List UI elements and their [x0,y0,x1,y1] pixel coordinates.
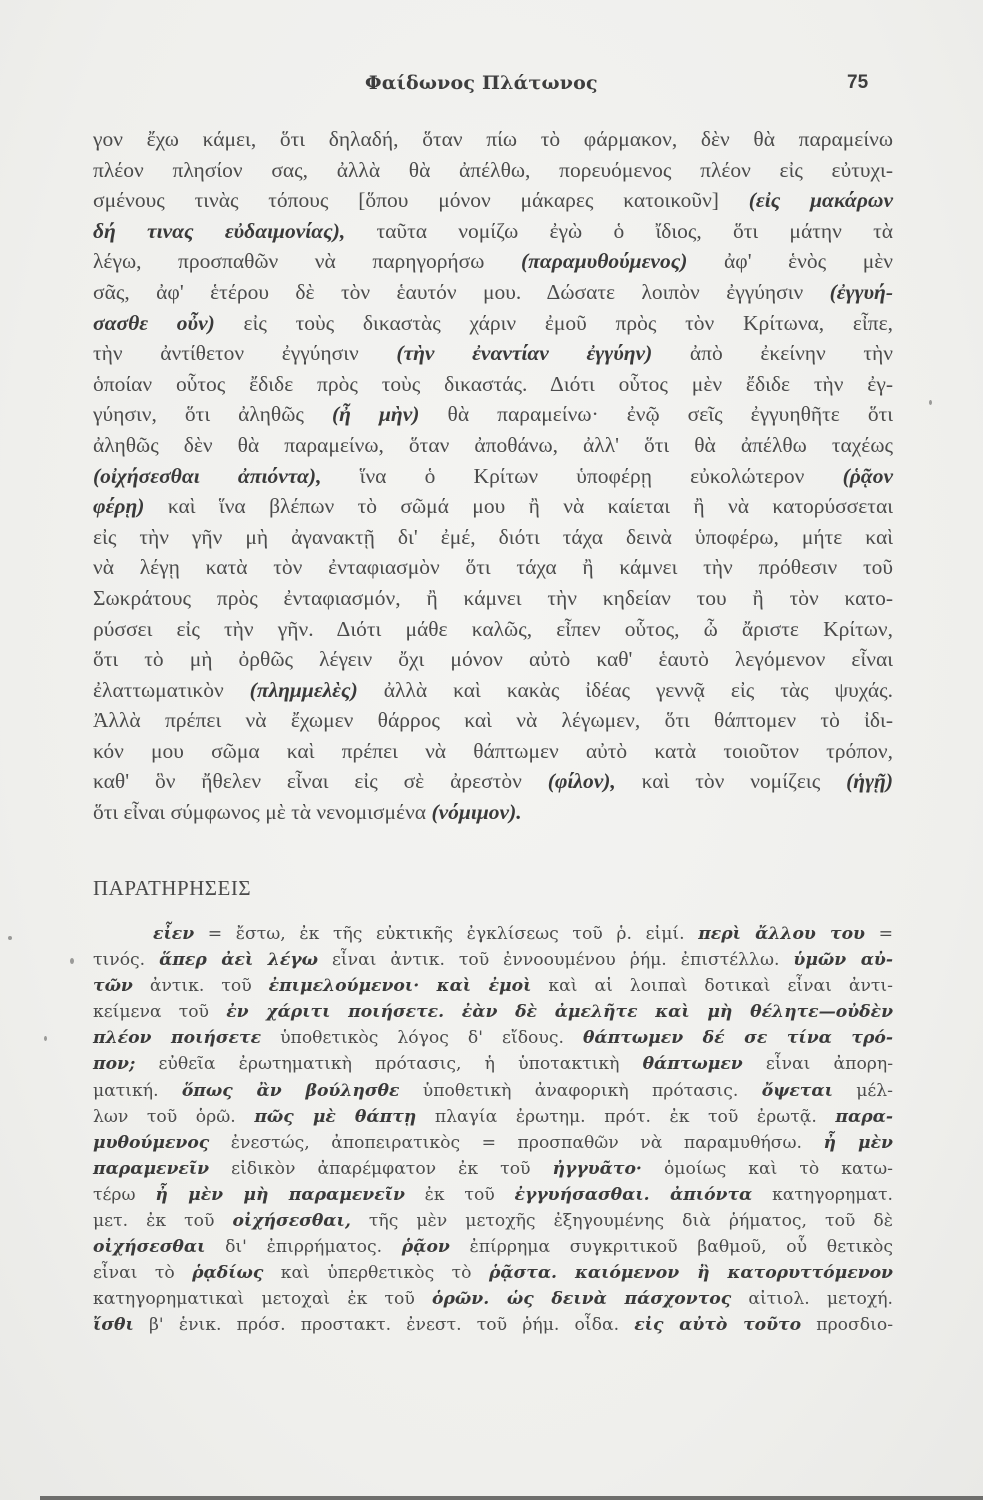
text-line [93,1234,893,1260]
gloss-phrase: εἶεν [153,924,195,944]
gloss-phrase: (οἰχήσεσθαι ἀπιόντα), [93,463,322,488]
text-line [93,705,893,736]
gloss-phrase: δή τινας εὐδαιμονίας), [93,218,346,243]
gloss-phrase: ῥᾷστα. καιόμενον ἢ κατορυττόμενον [488,1263,893,1284]
text-run: τῆς μὲν μετοχῆς ἐξηγουμένης διὰ ῥήματος, τοῦ δὲ [350,1211,893,1232]
text-line [93,583,893,614]
gloss-phrase: ἦ μὲν μὴ παραμενεῖν [155,1184,405,1205]
text-run: κατηγορηματικαὶ μετοχαὶ ἐκ τοῦ [93,1289,433,1310]
text-run: πλαγία ἐρωτημ. πρότ. ἐκ τοῦ ἐρωτᾷ. [416,1106,836,1127]
text-line [93,277,893,308]
text-run: γύησιν, ὅτι ἀληθῶς [93,402,332,427]
gloss-phrase: ὅπως ἂν βούλησθε [181,1080,400,1101]
gloss-phrase: πλέον ποιήσετε [93,1028,262,1049]
text-line [93,1260,893,1286]
margin-speck [8,936,12,940]
text-run: ἐνεστώς, ἀποπειρατικὸς = προσπαθῶν νὰ παραμυθήσω. [209,1132,824,1153]
text-line [93,644,893,675]
text-line [93,552,893,583]
gloss-phrase: ἅπερ ἀεὶ λέγω [159,950,319,971]
text-run: καὶ αἱ λοιπαὶ δοτικαὶ εἶναι ἀντι- [531,976,893,997]
text-run: κατηγορηματ. [752,1184,893,1205]
text-line [93,921,893,947]
text-run: εἶναι τὸ [93,1263,193,1284]
text-run: ἵνα ὁ Κρίτων ὑποφέρῃ εὐκολώτερον [321,463,843,488]
gloss-phrase: (ἦ μὴν) [331,402,420,427]
text-line [93,766,893,797]
text-run: ἀλλὰ καὶ κακὰς ἰδέας γεννᾷ εἰς τὰς ψυχάς. [357,677,893,702]
gloss-phrase: τῶν [93,976,133,997]
text-run: τὴν ἀντίθετον ἐγγύησιν [93,341,397,366]
gloss-phrase: (ῥᾷον [842,463,893,488]
text-run: θὰ παραμείνω· ἐνῷ σεῖς ἐγγυηθῆτε ὅτι [419,402,894,427]
margin-speck [70,958,74,964]
text-line [93,999,893,1025]
notes-body [93,921,893,1339]
text-run: ὁμοίως καὶ τὸ κατω- [641,1158,893,1179]
gloss-phrase: εἰς αὐτὸ τοῦτο [634,1315,802,1336]
gloss-phrase: ἠγγυᾶτο· [552,1158,642,1179]
gloss-phrase: ἦ μὲν [823,1132,893,1153]
text-run: προσδιο- [801,1315,893,1336]
text-run: καθ' ὃν ἤθελεν εἶναι εἰς σὲ ἀρεστὸν [93,769,548,794]
text-line [93,1130,893,1156]
text-line [93,1182,893,1208]
text-run: νὰ λέγῃ κατὰ τὸν ἐνταφιασμὸν ὅτι τάχα ἢ κάμνει τὴν πρόθεσιν τοῦ [93,555,893,580]
text-run: σμένους τινὰς τόπους [ὅπου μόνον μάκαρες κατοικοῦν] [93,188,749,213]
text-line [93,461,893,492]
text-line [93,430,893,461]
gloss-phrase: ῥᾳδίως [192,1263,264,1284]
gloss-phrase: (ἐγγυή- [829,279,893,304]
text-run: τινός. [93,950,160,971]
gloss-phrase: ῥᾷον [401,1237,450,1258]
text-run: ἐκ τοῦ [404,1184,515,1205]
gloss-phrase: (ἡγῇ) [846,769,893,794]
text-run: λων τοῦ ὁρῶ. [93,1106,255,1127]
text-run: = ἔστω, ἐκ τῆς εὐκτικῆς ἐγκλίσεως τοῦ ῥ. εἰμί. [194,924,699,944]
text-run: κείμενα τοῦ [93,1002,227,1023]
running-title: Φαίδωνος Πλάτωνος [365,72,598,94]
text-line [93,216,893,247]
text-line [93,155,893,186]
text-run: ἀντικ. τοῦ [132,976,269,997]
text-run: ἐπίρρημα συγκριτικοῦ βαθμοῦ, οὗ θετικὸς [449,1237,893,1258]
gloss-phrase: ἐν χάριτι ποιήσετε. ἐὰν δὲ ἀμελῆτε καὶ μὴ θέλητε—οὐδὲν [226,1002,893,1023]
text-line [93,185,893,216]
gloss-phrase: οἰχήσεσθαι, [232,1211,351,1232]
running-head [0,72,983,102]
text-run: ταῦτα νομίζω ἐγὼ ὁ ἴδιος, ὅτι μάτην τὰ [345,218,893,243]
text-run: εἰδικὸν ἀπαρέμφατον ἐκ τοῦ [209,1158,553,1179]
text-line [93,736,893,767]
text-run: αἰτιολ. μετοχή. [731,1289,893,1310]
text-line [93,1156,893,1182]
text-run: ἀφ' ἑνὸς μὲν [687,249,893,274]
text-run: καὶ τὸν νομίζεις [615,769,847,794]
gloss-phrase: (νόμιμον). [431,800,522,825]
text-run: ὑποθετικὸς λόγος δ' εἴδους. [261,1028,583,1049]
text-run: = [864,924,893,944]
margin-speck [929,400,932,405]
text-line [93,1104,893,1130]
gloss-phrase: πον; [93,1054,136,1075]
margin-speck [44,1036,47,1041]
text-run: εἰς τοὺς δικαστὰς χάριν ἐμοῦ πρὸς τὸν Κρίτωνα, εἶπε, [214,310,893,335]
text-run: λέγω, προσπαθῶν νὰ παρηγορήσω [93,249,521,274]
text-run: καὶ ἵνα βλέπων τὸ σῶμά μου ἢ νὰ καίεται ἢ νὰ κατορύσσεται [144,494,893,519]
gloss-phrase: (πλημμελὲς) [249,677,358,702]
text-run: καὶ ὑπερθετικὸς τὸ [263,1263,489,1284]
text-line [93,614,893,645]
text-line [93,947,893,973]
text-line [93,1078,893,1104]
text-run: ματική. [93,1080,182,1101]
main-text-body [93,124,893,828]
text-run: γον ἔχω κάμει, ὅτι δηλαδή, ὅταν πίω τὸ φάρμακον, δὲν θὰ παραμείνω [93,127,893,151]
gloss-phrase: ὑμῶν αὐ- [793,950,893,971]
text-run: β' ἑνικ. πρόσ. προστακτ. ἐνεστ. τοῦ ῥήμ. οἶδα. [133,1315,635,1336]
text-run: εἰς τὴν γῆν μὴ ἀγανακτῇ δι' ἐμέ, διότι τάχα δεινὰ ὑποφέρω, μήτε καὶ [93,524,893,549]
gloss-phrase: παραμενεῖν [93,1158,210,1179]
text-line [93,973,893,999]
text-line [93,491,893,522]
gloss-phrase: (εἰς μακάρων [748,188,893,213]
text-line [93,308,893,339]
gloss-phrase: ὁρῶν. ὡς δεινὰ πάσχοντος [432,1289,732,1310]
gloss-phrase: περὶ ἄλλου του [698,924,865,944]
gloss-phrase: ἐγγυήσασθαι. ἀπιόντα [514,1184,753,1205]
gloss-phrase: ὄψεται [761,1080,833,1101]
text-run: ἀπὸ ἐκείνην τὴν [652,341,893,366]
text-line [93,338,893,369]
text-run: κόν μου σῶμα καὶ πρέπει νὰ θάπτωμεν αὐτὸ κατὰ τοιοῦτον τρόπον, [93,738,893,763]
gloss-phrase: πῶς μὲ θάπτῃ [254,1106,417,1127]
gloss-phrase: (τὴν ἐναντίαν ἐγγύην) [396,341,653,366]
gloss-phrase: θάπτωμεν δέ σε τίνα τρό- [582,1028,894,1049]
text-run: δι' ἐπιρρήματος. [205,1237,402,1258]
gloss-phrase: ἴσθι [93,1315,134,1336]
text-run: ὑποθετικὴ ἀναφορικὴ πρότασις. [399,1080,762,1101]
notes-heading: ΠΑΡΑΤΗΡΗΣΕΙΣ [93,876,252,900]
text-line [93,1051,893,1077]
text-run: ὅτι τὸ μὴ ὀρθῶς λέγειν ὄχι μόνον αὐτὸ καθ' ἑαυτὸ λεγόμενον εἶναι [93,647,893,672]
text-line [93,797,893,828]
text-line [93,1025,893,1051]
text-run: μέλ- [832,1080,893,1101]
text-run: ὅτι εἶναι σύμφωνος μὲ τὰ νενομισμένα [93,800,432,825]
gloss-phrase: σασθε οὖν) [93,310,215,335]
text-run: ὁποίαν οὗτος ἔδιδε πρὸς τοὺς δικαστάς. Διότι οὗτος μὲν ἔδιδε τὴν ἐγ- [93,371,893,396]
gloss-phrase: παρα- [835,1106,893,1127]
scan-edge [40,1496,983,1500]
text-line [93,246,893,277]
text-line [93,1286,893,1312]
gloss-phrase: μυθούμενος [93,1132,210,1153]
gloss-phrase: θάπτωμεν [642,1054,743,1075]
text-line [93,124,893,155]
page-number: 75 [847,72,869,93]
gloss-phrase: φέρῃ) [93,494,145,519]
gloss-phrase: (φίλον), [547,769,616,794]
gloss-phrase: ἐπιμελούμενοι· καὶ ἐμοὶ [268,976,532,997]
text-run: εὐθεῖα ἐρωτηματικὴ πρότασις, ἡ ὑποτακτικὴ [135,1054,643,1075]
text-run: εἶναι ἀπορη- [742,1054,894,1075]
text-run: σᾶς, ἀφ' ἑτέρου δὲ τὸν ἑαυτόν μου. Δώσατε λοιπὸν ἐγγύησιν [93,279,830,304]
text-run: Σωκράτους πρὸς ἐνταφιασμόν, ἢ κάμνει τὴν κηδείαν του ἢ τὸν κατο- [93,585,893,610]
text-run: μετ. ἐκ τοῦ [93,1211,233,1232]
text-line [93,1312,893,1338]
text-line [93,1208,893,1234]
text-run: ρύσσει εἰς τὴν γῆν. Διότι μάθε καλῶς, εἶπεν οὗτος, ὦ ἄριστε Κρίτων, [93,616,893,641]
text-line [93,675,893,706]
text-run: ἐλαττωματικὸν [93,677,250,702]
text-run: πλέον πλησίον σας, ἀλλὰ θὰ ἀπέλθω, πορευόμενος πλέον εἰς εὐτυχι- [93,157,893,182]
text-line [93,369,893,400]
gloss-phrase: (παραμυθούμενος) [520,249,688,274]
text-run: εἶναι ἀντικ. τοῦ ἐννοουμένου ῥήμ. ἐπιστέλλω. [318,950,794,971]
text-run: ἀληθῶς δὲν θὰ παραμείνω, ὅταν ἀποθάνω, ἀλλ' ὅτι θὰ ἀπέλθω ταχέως [93,432,893,457]
text-line [93,522,893,553]
text-run: τέρω [93,1184,156,1205]
text-run: Ἀλλὰ πρέπει νὰ ἔχωμεν θάρρος καὶ νὰ λέγωμεν, ὅτι θάπτομεν τὸ ἰδι- [93,708,893,733]
text-line [93,399,893,430]
gloss-phrase: οἰχήσεσθαι [93,1237,206,1258]
